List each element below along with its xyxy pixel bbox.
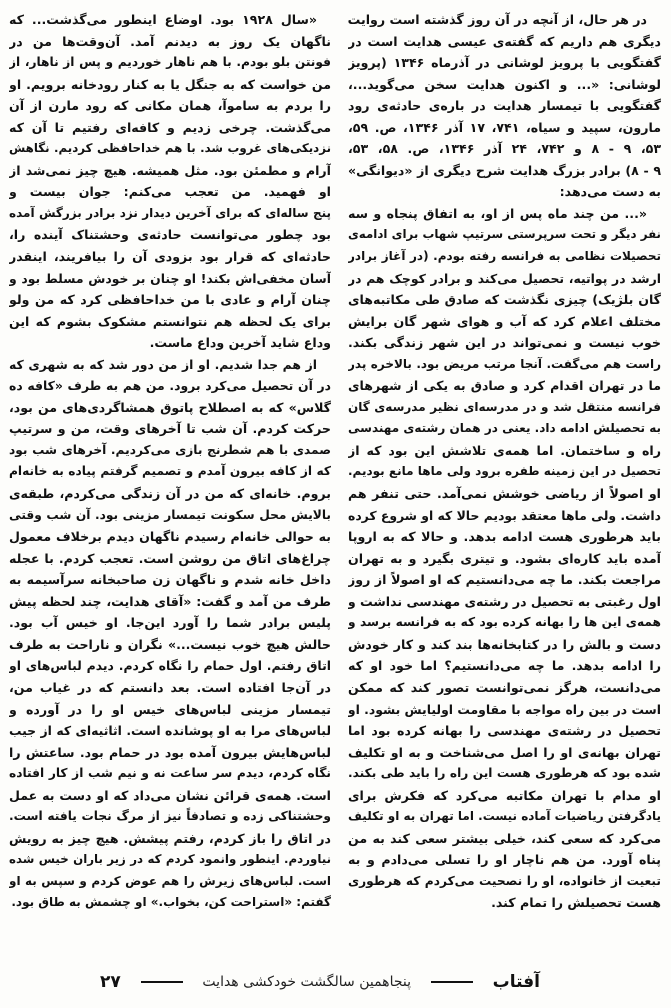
text-line: یادگرفتن ریاضیات آماده نیست. اما تهران به او تکلیف (348, 809, 661, 824)
text-line: راه و ساختمان. اما همه‌ی تلاشش این بود که از (348, 442, 661, 458)
left-text-column (9, 9, 331, 914)
text-line: حادثه‌ای که قرار بود بزودی آن را بیافریند، اینقدر (9, 249, 331, 265)
text-line: حرکت کردم. آن شب تا آخرهای وقت، من و سرتیپ (9, 421, 331, 437)
text-line: به دست می‌دهد: (559, 184, 661, 200)
text-line: «... من چند ماه پس از او، به اتفاق پنجاه و سه (348, 205, 647, 221)
text-line: هست تحصیلش را تمام کند. (491, 895, 661, 911)
text-line: می‌کرد که سعی کند، خیلی بیشتر سعی کند به من (348, 830, 661, 846)
text-line: بروم. خانه‌ای که من در آن زندگی می‌کردم، طبقه‌ی (9, 486, 331, 502)
text-line: در هر حال، از آنچه در آن روز گذشته است روایت (348, 12, 647, 27)
text-line: است. لباس‌های زیرش را هم عوض کردم و سپس به او (9, 873, 331, 888)
text-line: وحشتناکی زده و تصادفاً نیز از مرگ نجات یافته است. (9, 809, 331, 824)
text-line: لباس‌هایش بیرون آمده بود در حمام بود. ساعتش را (9, 744, 331, 760)
right-text-column (348, 9, 661, 914)
text-line: وداع شاید آخرین وداع ماست. (149, 335, 331, 351)
text-line: چنان آرام و عادی با من خداحافظی کرد که من ولو (9, 292, 331, 308)
text-line: می‌دانست، هرگز نمی‌توانست تصور کند که ممکن (348, 679, 661, 695)
text-line: گفتم: «استراحت کن، بخواب.» او چشمش به طاق بود. (11, 895, 331, 910)
text-line: ۵۳، ۹ - ۸ و ۷۴۲، ۲۴ آذر ۱۳۴۶، ص. ۵۸، ۵۳، (348, 141, 661, 157)
page-footer (100, 970, 540, 994)
text-line: اول رغبتی به تحصیل در رشته‌ی مهندسی نداشت و (348, 593, 661, 609)
text-line: لباس‌های مرا به او پوشانده است. اثاثیه‌ای که از جیب (9, 723, 331, 739)
text-line: در آن تحصیل می‌کرد برود. من هم به طرف «کافه ده (9, 378, 331, 394)
text-line: دیگری هم داریم که گفته‌ی عیسی هدایت است در (348, 33, 661, 49)
footer-rule (141, 981, 183, 983)
page-number: ۲۷ (100, 972, 121, 992)
text-line: است. همه‌ی قرائن نشان می‌داد که او دست به عمل (9, 787, 331, 803)
text-line: باید هرطوری هست ادامه بدهد. و حالا که به اروپا (348, 529, 661, 545)
text-line: فونتن بلو بودم. با هم ناهار خوردیم و پس از ناهار، از (9, 55, 331, 70)
text-line: نفر دیگر و تحت سرپرستی سرتیپ شهاب برای ادامه‌ی (348, 227, 661, 242)
text-line: طرف من آمد و گفت: «آقای هدایت، چند لحظه پیش (9, 593, 331, 609)
text-line: ناگهان یک روز به دیدنم آمد. آن‌وقت‌ها من در (9, 33, 331, 49)
text-line: را ادامه بدهد. ما چه می‌دانستیم؟ اما خود او که (348, 658, 661, 674)
text-line: گفتگویی با تیمسار هدایت در باره‌ی حادثه‌ی رود (348, 98, 661, 114)
text-line: نزدیکی‌های غروب شد. با هم خداحافظی کردیم. نگاهش (9, 141, 331, 156)
text-line: خوب نیست و نمی‌تواند در این شهر زندگی بکند. (348, 335, 661, 351)
text-line: در اتاق را باز کردم، رفتم پیشش. هیچ چیز به رویش (9, 830, 331, 846)
text-line: «سال ۱۹۲۸ بود. اوضاع اینطور می‌گذشت... که (9, 12, 317, 27)
text-line: نگاه کردم، دیدم سر ساعت نه و نیم شب از کار افتاده (9, 766, 331, 781)
text-line: گان بلژیک) چیزی نگذشت که صادق طی مکاتبه‌های (348, 292, 661, 308)
text-line: تحصیل در رشته‌ی مهندسی را بهانه کرده بود اما (348, 723, 661, 739)
text-line: مختلف اعلام کرد که آب و هوای شهر گان برایش (348, 313, 661, 329)
text-line: مراجعت بکند. ما چه می‌دانستیم که او اصولاً از روز (348, 572, 661, 588)
text-line: پلیس برادر شما را آورد این‌جا. او خیس آب بود. (9, 615, 331, 631)
footer-section-title: پنجاهمین سالگشت خودکشی هدایت (202, 974, 411, 990)
text-line: داشت. ولی ماها معتقد بودیم حالا که او شروع کرده (348, 507, 661, 523)
text-line: فرانسه منتقل شد و در مدرسه‌ای نظیر مدرسه‌ی گان (348, 399, 661, 414)
text-line: تحصیل در این زمینه طفره برود ولی ماها مانع بودیم. (348, 464, 661, 479)
text-line: که از کافه بیرون آمدم و تصمیم گرفتم پیاده به خانه‌ام (9, 464, 331, 479)
text-line: لوشانی: «... و اکنون هدایت سخن می‌گوید...، (348, 76, 661, 92)
text-line: راست هم می‌گفت. آنجا مرتب مریض بود. بالاخره پدر (348, 356, 661, 371)
text-line: او اصولاً از ریاضی خوشش نمی‌آمد. حتی تنفر هم (348, 486, 661, 502)
text-line: من خواست که به جنگل یا به کنار رودخانه برویم. او (9, 76, 331, 92)
text-line: برای یک لحظه هم نتوانستم مشکوک بشوم که این (9, 313, 331, 329)
text-line: گفتگویی با پرویز لوشانی در آذرماه ۱۳۴۶ (پرویز (348, 55, 661, 71)
text-line: همه‌ی این ها را بهانه کرده بود که به فرانسه برسد و (348, 615, 661, 630)
text-line: ما در تهران اقدام کرد و صادق به یکی از شهرهای (348, 378, 661, 394)
text-line: بود چطور می‌توانست حادثه‌ی وحشتناک آینده را، (9, 227, 331, 243)
text-line: حالش هیچ خوب نیست...» نگران و ناراحت به طرف (9, 636, 331, 652)
text-line: ۹ - ۸) برادر بزرگ هدایت شرح دیگری از «دیوانگی» (348, 162, 661, 178)
text-line: آرام و مطمئن بود. مثل همیشه. هیچ چیز نمی‌شد از (9, 162, 331, 178)
text-line: به حوالی خانه‌ام رسیدم ناگهان دیدم برخلاف معمول (9, 529, 331, 545)
text-line: تحصیلات نظامی به فرانسه رفته بودم. (در آغاز برادر (348, 249, 661, 264)
text-line: در آن‌جا افتاده است. بعد دانستم که در غیاب من، (9, 679, 331, 695)
text-line: به تحصیلش ادامه داد. یعنی در همان رشته‌ی مهندسی (348, 421, 661, 436)
text-line: را بردم به ساموآ، همان مکانی که رود مارن از آن (9, 98, 331, 114)
text-line: پنج ساله‌ای که برای آخرین دیدار نزد برادر بزرگش آمده (9, 205, 331, 220)
text-line: اتاق رفتم. اول حمام را نگاه کردم. دیدم لباس‌های او (9, 658, 331, 674)
text-line: آمده باید کاره‌ای بشود. و تیتری بگیرد و به تهران (348, 550, 661, 566)
text-line: او مدام با تهران مکاتبه می‌کرد که فکرش برای (348, 787, 661, 803)
text-line: می‌گذشت. چرخی زدیم و کافه‌ای رفتیم تا آن که (9, 119, 331, 135)
text-line: نیاوردم. اینطور وانمود کردم که در زیر باران خیس شده (9, 852, 331, 867)
text-line: تهران بهانه‌ی او را اصل می‌شناخت و به او تکلیف (348, 744, 661, 760)
text-line: صمدی با هم شطرنج بازی می‌کردیم. آخرهای شب بود (9, 442, 331, 457)
text-line: از هم جدا شدیم. او از من دور شد که به شهری که (9, 356, 317, 372)
text-line: بالایش محل سکونت تیمسار مزینی بود. آن شب وقتی (9, 507, 331, 522)
text-line: ارشد در پواتیه، تحصیل می‌کند و برادر کوچک هم در (348, 270, 661, 286)
text-line: شده بود که هرطوری هست این راه را باید طی بکند. (348, 766, 661, 781)
text-line: گلاس» که به اصطلاح پاتوق همشاگردی‌های من بود، (9, 399, 331, 415)
text-line: داخل خانه شدم و ناگهان زن صاحبخانه سرآسیمه به (9, 572, 331, 588)
text-line: است در بین راه مواجه با مقاومت اولیایش بشود. او (348, 701, 661, 717)
text-line: او فهمید. من تعجب می‌کنم: جوان بیست و (9, 184, 331, 200)
text-line: تیمسار مزینی لباس‌های خیس او را در آورده و (9, 701, 331, 717)
text-line: تبعیت از خانواده، او را نصحیت می‌کردم که هرطوری (348, 873, 661, 888)
text-line: چراغ‌های اتاق من روشن است. تعجب کردم. با عجله (9, 550, 331, 566)
text-line: پناه آورد. من هم ناچار او را تسلی می‌دادم و به (348, 852, 661, 868)
footer-magazine-name: آفتاب (492, 972, 540, 992)
text-line: دست و بالش را در کتابخانه‌ها بند کند و کار خودش (348, 636, 661, 652)
text-line: آسان مخفی‌اش بکند! او چنان بر خودش مسلط بود و (9, 270, 331, 286)
text-line: مارون، سپید و سیاه، ۷۴۱، ۱۷ آذر ۱۳۴۶، ص. ۵۹، (348, 119, 661, 135)
footer-rule (431, 981, 473, 983)
